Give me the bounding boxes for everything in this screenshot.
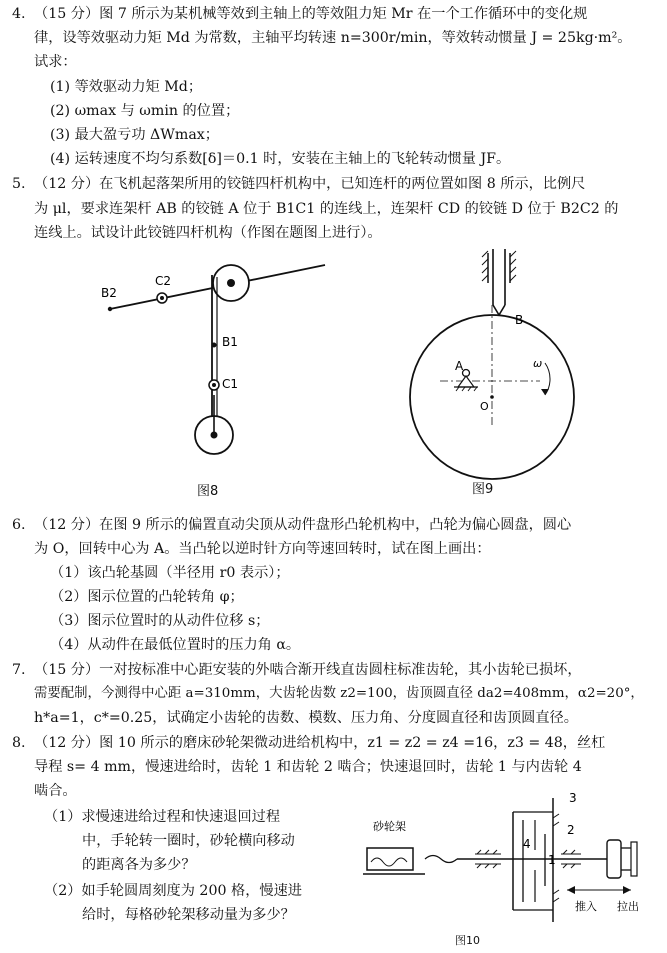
fig9-label-o: O — [480, 400, 489, 413]
p8-line2: 导程 s= 4 mm，慢速进给时，齿轮 1 和齿轮 2 啮合；快速退回时，齿轮 1 与内齿轮 4 — [34, 759, 582, 775]
p5-line2: 为 μl，要求连架杆 AB 的铰链 A 位于 B1C1 的连线上，连架杆 CD 的铰链 D 位于 B2C2 的 — [34, 201, 619, 217]
fig10-label-pull: 拉出 — [617, 900, 639, 913]
fig9-caption: 图9 — [472, 482, 494, 497]
p4-line1: 4. （15 分）图 7 所示为某机械等效到主轴上的等效阻力矩 Mr 在一个工作循环中的变化规 — [12, 3, 587, 25]
fig9-label-omega: ω — [533, 357, 543, 370]
fig10-label-2: 2 — [567, 823, 575, 837]
p8-q2-b: 给时，每格砂轮架移动量为多少？ — [82, 907, 295, 923]
p5-line3: 连线上。试设计此铰链四杆机构（作图在题图上进行）。 — [34, 225, 382, 241]
p4-item1: (1) 等效驱动力矩 Md； — [50, 79, 203, 95]
p7-number: 7. — [12, 662, 26, 678]
fig8-label-b2: B2 — [101, 286, 117, 300]
p4-line3: 试求： — [34, 54, 77, 70]
p8-line1: 8. （12 分）图 10 所示的磨床砂轮架微动进给机构中，z1 = z2 = z4 =16，z3 = 48，丝杠 — [12, 732, 605, 754]
fig9-label-a: A — [455, 359, 464, 373]
p8-number: 8. — [12, 735, 26, 751]
fig10-label-wheel-frame: 砂轮架 — [373, 820, 406, 833]
fig10-label-1: 1 — [548, 853, 556, 867]
fig8-label-c2: C2 — [155, 274, 172, 288]
fig10-label-3: 3 — [569, 791, 577, 805]
fig8-label-c1: C1 — [222, 377, 239, 391]
p7-line3: h*a=1，c*=0.25，试确定小齿轮的齿数、模数、压力角、分度圆直径和齿顶圆直径。 — [34, 710, 578, 726]
figure-10 — [345, 790, 660, 950]
p6-item4: （4）从动件在最低位置时的压力角 α。 — [50, 637, 301, 653]
p4-line2: 律，设等效驱动力矩 Md 为常数，主轴平均转速 n=300r/min，等效转动惯量 J = 25kg·m²。 — [34, 30, 632, 46]
p6-line2: 为 O，回转中心为 A。当凸轮以逆时针方向等速回转时，试在图上画出： — [34, 541, 491, 557]
p6-item2: （2）图示位置的凸轮转角 φ； — [50, 589, 244, 605]
fig8-label-b1: B1 — [222, 335, 238, 349]
p7-line2: 需要配制，今测得中心距 a=310mm，大齿轮齿数 z2=100，齿顶圆直径 da2=408mm，α2=20°， — [34, 686, 644, 701]
p4-item4: (4) 运转速度不均匀系数[δ]＝0.1 时，安装在主轴上的飞轮转动惯量 JF。 — [50, 151, 511, 167]
figure-8 — [95, 245, 335, 495]
p6-item3: （3）图示位置时的从动件位移 s； — [50, 613, 270, 629]
p8-line3: 啮合。 — [34, 783, 77, 799]
p5-line1: 5. （12 分）在飞机起落架所用的铰链四杆机构中，已知连杆的两位置如图 8 所示，比例尺 — [12, 173, 585, 195]
fig10-label-push: 推入 — [575, 900, 597, 913]
figure-9 — [400, 245, 580, 485]
p8-q1-a: （1）求慢速进给过程和快速退回过程 — [44, 809, 281, 825]
fig9-label-b: B — [515, 313, 524, 327]
fig10-caption: 图10 — [455, 934, 480, 947]
p8-q1-b: 中，手轮转一圈时，砂轮横向移动 — [82, 833, 295, 849]
p4-item3: (3) 最大盈亏功 ΔWmax； — [50, 127, 219, 143]
p6-number: 6. — [12, 517, 26, 533]
p7-line1: 7. （15 分）一对按标准中心距安装的外啮合渐开线直齿圆柱标准齿轮，其小齿轮已损坏， — [12, 659, 582, 681]
p8-q2-a: （2）如手轮圆周刻度为 200 格，慢速进 — [44, 883, 302, 899]
p6-line1: 6. （12 分）在图 9 所示的偏置直动尖顶从动件盘形凸轮机构中，凸轮为偏心圆盘，圆心 — [12, 514, 571, 536]
p6-item1: （1）该凸轮基圆（半径用 r0 表示）； — [50, 565, 290, 581]
p4-number: 4. — [12, 6, 26, 22]
p8-q1-c: 的距离各为多少？ — [82, 857, 196, 873]
p5-number: 5. — [12, 176, 26, 192]
p4-item2: (2) ωmax 与 ωmin 的位置； — [50, 103, 240, 119]
fig10-label-4: 4 — [523, 837, 531, 851]
fig8-caption: 图8 — [197, 484, 219, 499]
